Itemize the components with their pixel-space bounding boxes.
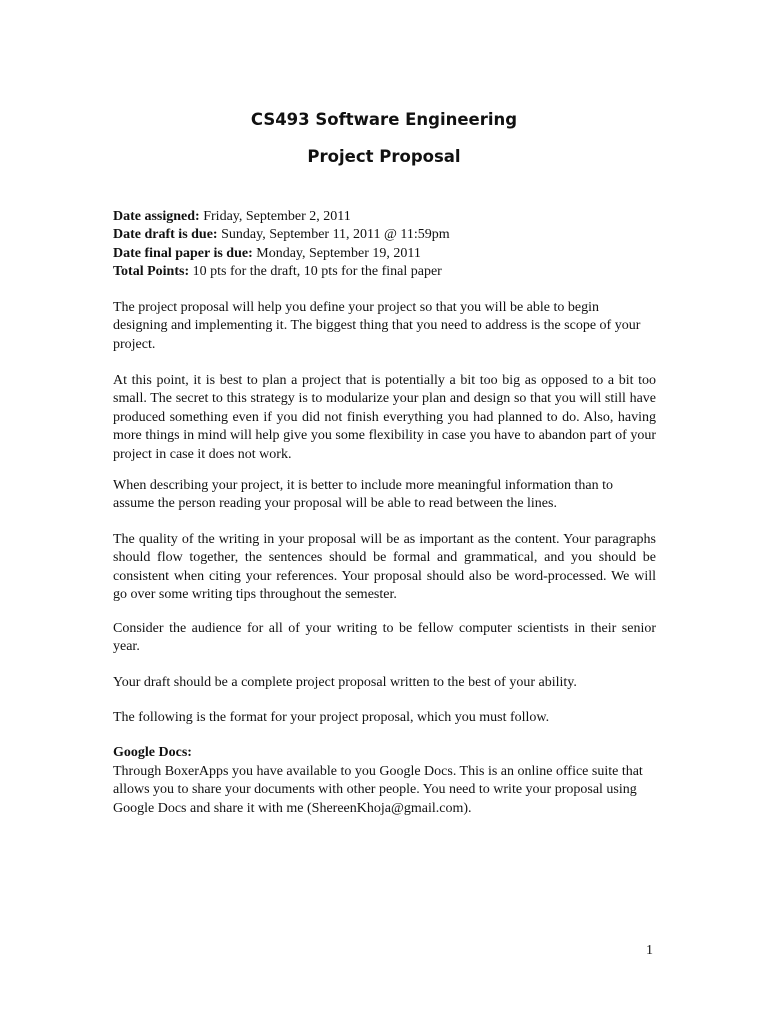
total-points-line [113,263,658,281]
google-docs-heading: Google Docs: [113,745,192,760]
date-final-due-label: Date final paper is due: [113,245,253,261]
paragraph-audience: Consider the audience for all of your writing to be fellow computer scientists in their senior year. [113,621,656,655]
paragraph-strategy: At this point, it is best to plan a project that is potentially a bit too big as opposed to a bit too small. The secret to this strategy is to modularize your plan and design so that you will still have produced something even if you did not finish everything you had planned to do. Also, having more things in mind will help give you some flexibility in case you have to abandon part of your project in case it does not work. [113,373,656,462]
page-number: 1 [646,943,653,958]
document-subtitle: Project Proposal [307,147,461,166]
date-draft-due-value: Sunday, September 11, 2011 @ 11:59pm [217,227,450,243]
google-docs-paragraph: Through BoxerApps you have available to you Google Docs. This is an online office suite that allows you to share your documents with other people. You need to write your proposal using Google Docs and share it with me (ShereenKhoja@gmail.com). [113,764,643,816]
total-points-label: Total Points: [113,264,190,280]
total-points-value: 10 pts for the draft, 10 pts for the final paper [189,264,442,280]
paragraph-writing-quality: The quality of the writing in your proposal will be as important as the content. Your paragraphs should flow together, the sentences should be formal and grammatical, and you should be consistent when citing your references. Your proposal should also be word-processed. We will go over some writing tips throughout the semester. [113,532,656,603]
date-assigned-label: Date assigned: [113,209,200,224]
assignment-details [113,208,658,282]
document-title: CS493 Software Engineering [250,110,518,129]
date-draft-due-label: Date draft is due: [113,227,218,243]
paragraph-scope: The project proposal will help you define your project so that you will be able to begin designing and implementing it. The biggest thing that you need to address is the scope of your project. [113,300,641,352]
paragraph-draft: Your draft should be a complete project proposal written to the best of your ability. [113,675,577,690]
date-final-due-value: Monday, September 19, 2011 [252,245,421,261]
date-final-due-line [113,245,658,263]
date-assigned-line [113,208,658,226]
paragraph-format: The following is the format for your project proposal, which you must follow. [113,710,550,725]
paragraph-describing: When describing your project, it is better to include more meaningful information than to assume the person reading your proposal will be able to read between the lines. [113,478,613,512]
date-assigned-value: Friday, September 2, 2011 [199,209,351,224]
date-draft-due-line [113,226,658,244]
